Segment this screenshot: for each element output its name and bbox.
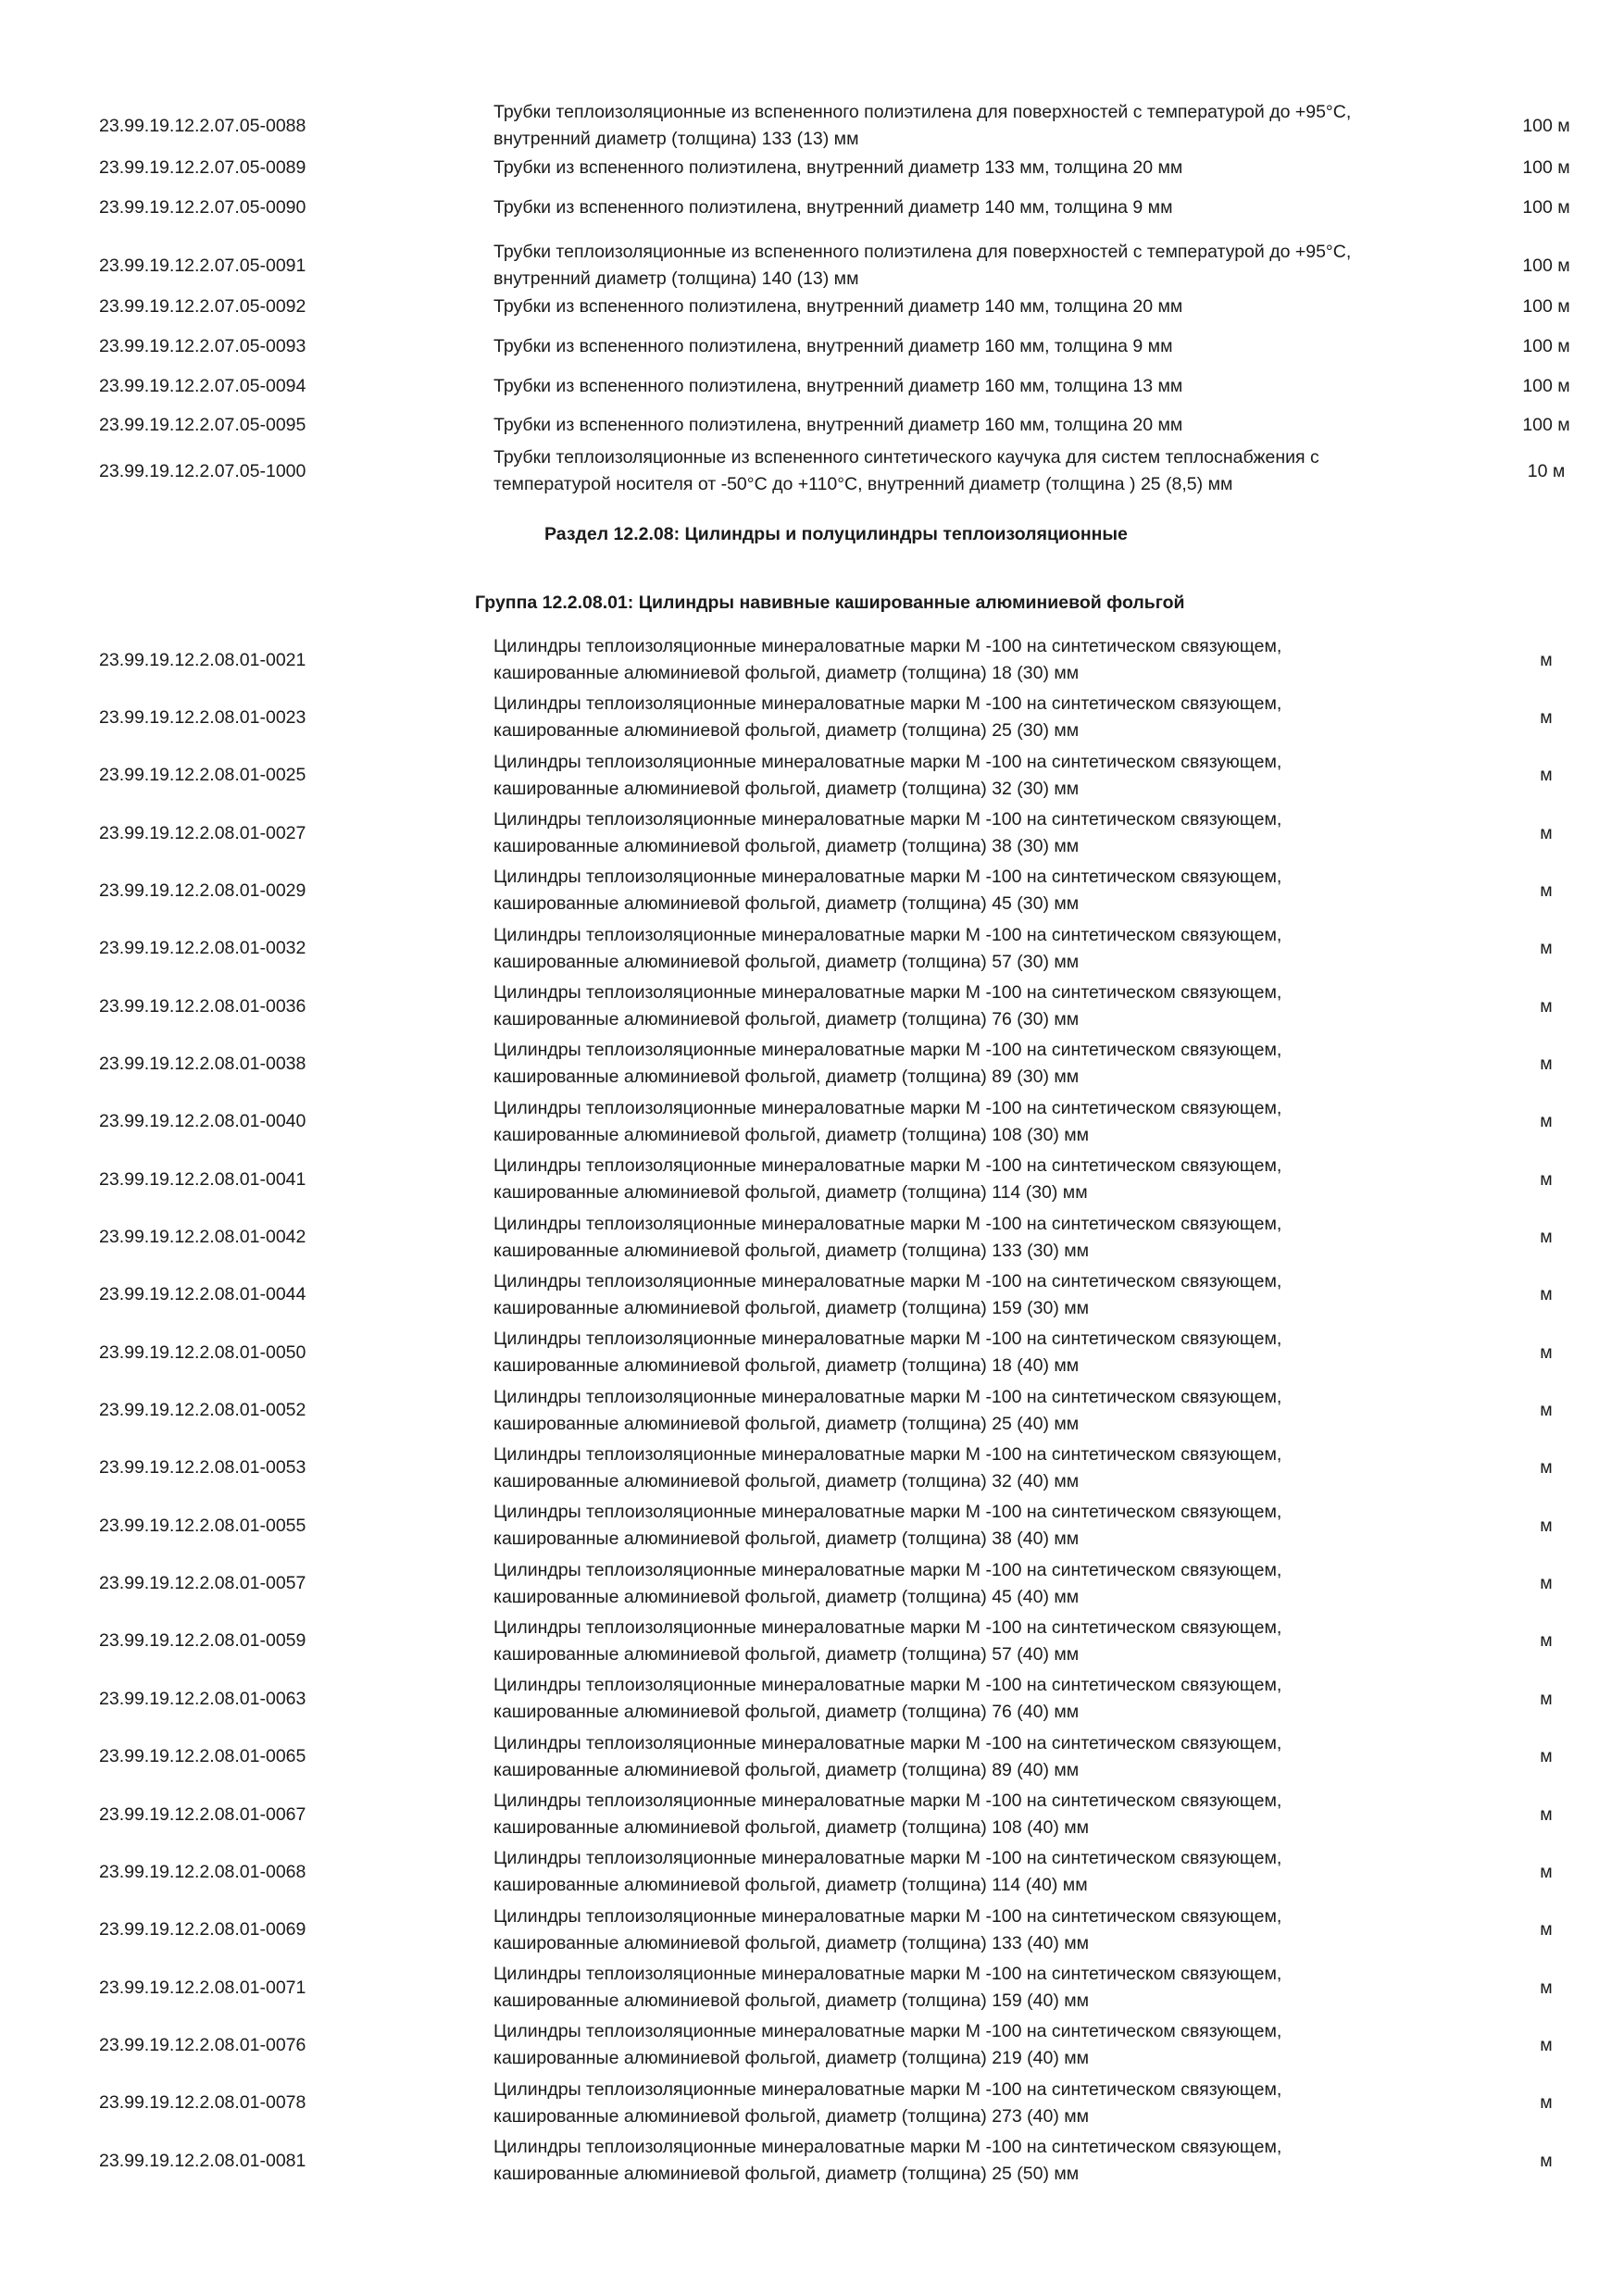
row-description — [493, 1441, 1475, 1495]
row-unit: м — [1540, 706, 1553, 728]
description-line: кашированные алюминиевой фольгой, диаметр (толщина) 159 (30) мм — [493, 1297, 1090, 1318]
description-line: внутренний диаметр (толщина) 133 (13) мм — [493, 129, 859, 149]
row-description — [493, 2134, 1475, 2188]
description-line: кашированные алюминиевой фольгой, диаметр (толщина) 89 (30) мм — [493, 1067, 1080, 1088]
row-description — [493, 2018, 1475, 2072]
row-unit: м — [1540, 1053, 1553, 1074]
description-line: кашированные алюминиевой фольгой, диаметр (толщина) 108 (30) мм — [493, 1124, 1090, 1145]
description-line: Цилиндры теплоизоляционные минераловатные марки М -100 на синтетическом связующем, — [493, 1732, 1282, 1753]
row-unit: 100 м — [1522, 157, 1570, 178]
row-code: 23.99.19.12.2.07.05-0091 — [99, 255, 306, 276]
description-line: Цилиндры теплоизоляционные минераловатные марки М -100 на синтетическом связующем, — [493, 2137, 1282, 2158]
row-description — [493, 864, 1475, 917]
description-line: температурой носителя от -50°С до +110°С, внутренний диаметр (толщина ) 25 (8,5) мм — [493, 474, 1233, 494]
row-unit: м — [1540, 995, 1553, 1017]
row-unit: м — [1540, 2034, 1553, 2055]
description-line: Цилиндры теплоизоляционные минераловатные марки М -100 на синтетическом связующем, — [493, 2021, 1282, 2042]
row-unit: 100 м — [1522, 197, 1570, 218]
row-description — [493, 1615, 1475, 1668]
row-description — [493, 373, 1475, 400]
description-line: Трубки из вспененного полиэтилена, внутренний диаметр 140 мм, толщина 9 мм — [493, 197, 1173, 218]
description-line: Трубки теплоизоляционные из вспененного синтетического каучука для систем теплоснабжения с — [493, 447, 1319, 468]
description-line: Цилиндры теплоизоляционные минераловатные марки М -100 на синтетическом связующем, — [493, 1616, 1282, 1638]
description-line: кашированные алюминиевой фольгой, диаметр (толщина) 25 (40) мм — [493, 1413, 1080, 1434]
row-unit: м — [1540, 1688, 1553, 1709]
row-code: 23.99.19.12.2.08.01-0057 — [99, 1573, 306, 1594]
row-unit: м — [1540, 938, 1553, 959]
row-code: 23.99.19.12.2.07.05-0094 — [99, 376, 306, 396]
row-code: 23.99.19.12.2.08.01-0042 — [99, 1227, 306, 1247]
row-code: 23.99.19.12.2.08.01-0055 — [99, 1515, 306, 1536]
row-unit: м — [1540, 1630, 1553, 1652]
row-code: 23.99.19.12.2.08.01-0036 — [99, 995, 306, 1017]
row-code: 23.99.19.12.2.08.01-0032 — [99, 938, 306, 959]
row-code: 23.99.19.12.2.08.01-0069 — [99, 1919, 306, 1940]
row-unit: 100 м — [1522, 255, 1570, 276]
row-description — [493, 1268, 1475, 1322]
row-unit: м — [1540, 649, 1553, 670]
description-line: кашированные алюминиевой фольгой, диаметр (толщина) 114 (40) мм — [493, 1875, 1088, 1896]
row-description — [493, 749, 1475, 803]
row-code: 23.99.19.12.2.08.01-0021 — [99, 649, 306, 670]
row-code: 23.99.19.12.2.08.01-0071 — [99, 1977, 306, 1998]
row-unit: м — [1540, 1400, 1553, 1421]
row-code: 23.99.19.12.2.08.01-0081 — [99, 2150, 306, 2171]
description-line: Трубки теплоизоляционные из вспененного полиэтилена для поверхностей с температурой до +95°С, — [493, 242, 1352, 262]
row-code: 23.99.19.12.2.07.05-1000 — [99, 460, 306, 481]
description-line: кашированные алюминиевой фольгой, диаметр (толщина) 108 (40) мм — [493, 1817, 1090, 1838]
row-description — [493, 1153, 1475, 1206]
description-line: кашированные алюминиевой фольгой, диаметр (толщина) 45 (40) мм — [493, 1586, 1080, 1607]
description-line: кашированные алюминиевой фольгой, диаметр (толщина) 18 (40) мм — [493, 1355, 1080, 1377]
row-description — [493, 194, 1475, 221]
row-code: 23.99.19.12.2.08.01-0040 — [99, 1111, 306, 1132]
row-description — [493, 1730, 1475, 1784]
row-description — [493, 1788, 1475, 1841]
description-line: Трубки из вспененного полиэтилена, внутренний диаметр 140 мм, толщина 20 мм — [493, 296, 1183, 317]
description-line: Цилиндры теплоизоляционные минераловатные марки М -100 на синтетическом связующем, — [493, 1386, 1282, 1407]
row-code: 23.99.19.12.2.07.05-0088 — [99, 115, 306, 136]
description-line: Цилиндры теплоизоляционные минераловатные марки М -100 на синтетическом связующем, — [493, 867, 1282, 888]
row-description — [493, 412, 1475, 439]
row-code: 23.99.19.12.2.08.01-0027 — [99, 822, 306, 843]
description-line: Цилиндры теплоизоляционные минераловатные марки М -100 на синтетическом связующем, — [493, 1270, 1282, 1292]
row-description — [493, 980, 1475, 1033]
row-description — [493, 1095, 1475, 1149]
description-line: Цилиндры теплоизоляционные минераловатные марки М -100 на синтетическом связующем, — [493, 1097, 1282, 1118]
description-line: кашированные алюминиевой фольгой, диаметр (толщина) 57 (40) мм — [493, 1643, 1080, 1665]
description-line: Цилиндры теплоизоляционные минераловатные марки М -100 на синтетическом связующем, — [493, 636, 1282, 656]
row-description — [493, 1961, 1475, 2015]
row-code: 23.99.19.12.2.08.01-0041 — [99, 1168, 306, 1190]
row-code: 23.99.19.12.2.08.01-0050 — [99, 1341, 306, 1363]
description-line: Цилиндры теплоизоляционные минераловатные марки М -100 на синтетическом связующем, — [493, 1848, 1282, 1869]
description-line: кашированные алюминиевой фольгой, диаметр (толщина) 76 (30) мм — [493, 1009, 1080, 1030]
row-code: 23.99.19.12.2.08.01-0038 — [99, 1053, 306, 1074]
description-line: Трубки из вспененного полиэтилена, внутренний диаметр 160 мм, толщина 20 мм — [493, 415, 1183, 435]
description-line: Цилиндры теплоизоляционные минераловатные марки М -100 на синтетическом связующем, — [493, 1329, 1282, 1350]
row-description — [493, 99, 1475, 153]
row-unit: 10 м — [1527, 460, 1566, 481]
row-code: 23.99.19.12.2.08.01-0052 — [99, 1400, 306, 1421]
row-code: 23.99.19.12.2.07.05-0090 — [99, 197, 306, 218]
description-line: Цилиндры теплоизоляционные минераловатные марки М -100 на синтетическом связующем, — [493, 1905, 1282, 1927]
group-title: Группа 12.2.08.01: Цилиндры навивные кашированные алюминиевой фольгой — [475, 593, 1185, 613]
row-unit: м — [1540, 1573, 1553, 1594]
row-unit: м — [1540, 1457, 1553, 1479]
row-unit: 100 м — [1522, 115, 1570, 136]
description-line: внутренний диаметр (толщина) 140 (13) мм — [493, 268, 859, 289]
description-line: Цилиндры теплоизоляционные минераловатные марки М -100 на синтетическом связующем, — [493, 924, 1282, 945]
row-unit: м — [1540, 880, 1553, 901]
description-line: кашированные алюминиевой фольгой, диаметр (толщина) 45 (30) мм — [493, 893, 1080, 915]
row-unit: м — [1540, 1341, 1553, 1363]
row-unit: м — [1540, 1861, 1553, 1882]
description-line: Цилиндры теплоизоляционные минераловатные марки М -100 на синтетическом связующем, — [493, 1791, 1282, 1811]
description-line: кашированные алюминиевой фольгой, диаметр (толщина) 57 (30) мм — [493, 951, 1080, 972]
description-line: Трубки из вспененного полиэтилена, внутренний диаметр 160 мм, толщина 9 мм — [493, 336, 1173, 356]
description-line: кашированные алюминиевой фольгой, диаметр (толщина) 32 (40) мм — [493, 1470, 1080, 1491]
description-line: кашированные алюминиевой фольгой, диаметр (толщина) 25 (50) мм — [493, 2164, 1080, 2185]
row-unit: м — [1540, 2150, 1553, 2171]
description-line: Цилиндры теплоизоляционные минераловатные марки М -100 на синтетическом связующем, — [493, 1502, 1282, 1523]
description-line: Цилиндры теплоизоляционные минераловатные марки М -100 на синтетическом связующем, — [493, 1213, 1282, 1234]
description-line: Цилиндры теплоизоляционные минераловатные марки М -100 на синтетическом связующем, — [493, 1040, 1282, 1061]
description-line: Трубки из вспененного полиэтилена, внутренний диаметр 133 мм, толщина 20 мм — [493, 157, 1183, 178]
row-code: 23.99.19.12.2.07.05-0093 — [99, 336, 306, 356]
row-unit: 100 м — [1522, 296, 1570, 317]
row-description — [493, 1211, 1475, 1265]
row-description — [493, 1845, 1475, 1899]
row-code: 23.99.19.12.2.08.01-0023 — [99, 706, 306, 728]
description-line: кашированные алюминиевой фольгой, диаметр (толщина) 25 (30) мм — [493, 720, 1080, 742]
row-unit: м — [1540, 1919, 1553, 1940]
description-line: Цилиндры теплоизоляционные минераловатные марки М -100 на синтетическом связующем, — [493, 693, 1282, 715]
row-code: 23.99.19.12.2.08.01-0065 — [99, 1746, 306, 1767]
row-description — [493, 333, 1475, 360]
row-unit: м — [1540, 1803, 1553, 1825]
row-code: 23.99.19.12.2.08.01-0025 — [99, 765, 306, 786]
row-code: 23.99.19.12.2.08.01-0059 — [99, 1630, 306, 1652]
row-code: 23.99.19.12.2.07.05-0095 — [99, 415, 306, 435]
row-unit: м — [1540, 1515, 1553, 1536]
description-line: кашированные алюминиевой фольгой, диаметр (толщина) 38 (40) мм — [493, 1529, 1080, 1550]
row-unit: м — [1540, 1977, 1553, 1998]
row-code: 23.99.19.12.2.08.01-0029 — [99, 880, 306, 901]
row-unit: м — [1540, 1746, 1553, 1767]
description-line: кашированные алюминиевой фольгой, диаметр (толщина) 89 (40) мм — [493, 1759, 1080, 1780]
description-line: кашированные алюминиевой фольгой, диаметр (толщина) 133 (40) мм — [493, 1932, 1090, 1953]
description-line: Цилиндры теплоизоляционные минераловатные марки М -100 на синтетическом связующем, — [493, 982, 1282, 1004]
row-unit: м — [1540, 765, 1553, 786]
description-line: Цилиндры теплоизоляционные минераловатные марки М -100 на синтетическом связующем, — [493, 1443, 1282, 1465]
description-line: кашированные алюминиевой фольгой, диаметр (толщина) 159 (40) мм — [493, 1990, 1090, 2012]
row-description — [493, 1903, 1475, 1957]
row-code: 23.99.19.12.2.08.01-0067 — [99, 1803, 306, 1825]
row-code: 23.99.19.12.2.08.01-0076 — [99, 2034, 306, 2055]
row-description — [493, 806, 1475, 860]
section-title: Раздел 12.2.08: Цилиндры и полуцилиндры теплоизоляционные — [544, 524, 1128, 544]
description-line: Цилиндры теплоизоляционные минераловатные марки М -100 на синтетическом связующем, — [493, 1964, 1282, 1985]
description-line: кашированные алюминиевой фольгой, диаметр (толщина) 32 (30) мм — [493, 778, 1080, 799]
row-unit: м — [1540, 1227, 1553, 1247]
row-unit: м — [1540, 2092, 1553, 2114]
description-line: Цилиндры теплоизоляционные минераловатные марки М -100 на синтетическом связующем, — [493, 2078, 1282, 2100]
row-description — [493, 633, 1475, 687]
description-line: Трубки теплоизоляционные из вспененного полиэтилена для поверхностей с температурой до +95°С, — [493, 102, 1352, 122]
row-code: 23.99.19.12.2.08.01-0078 — [99, 2092, 306, 2114]
row-code: 23.99.19.12.2.08.01-0068 — [99, 1861, 306, 1882]
row-description — [493, 691, 1475, 744]
description-line: Цилиндры теплоизоляционные минераловатные марки М -100 на синтетическом связующем, — [493, 1155, 1282, 1177]
row-code: 23.99.19.12.2.07.05-0092 — [99, 296, 306, 317]
row-description — [493, 1037, 1475, 1091]
row-code: 23.99.19.12.2.07.05-0089 — [99, 157, 306, 178]
description-line: Цилиндры теплоизоляционные минераловатные марки М -100 на синтетическом связующем, — [493, 809, 1282, 830]
row-description — [493, 922, 1475, 976]
description-line: кашированные алюминиевой фольгой, диаметр (толщина) 219 (40) мм — [493, 2048, 1090, 2069]
description-line: Трубки из вспененного полиэтилена, внутренний диаметр 160 мм, толщина 13 мм — [493, 376, 1183, 396]
row-unit: 100 м — [1522, 336, 1570, 356]
row-description — [493, 2077, 1475, 2130]
row-unit: м — [1540, 1284, 1553, 1305]
description-line: Цилиндры теплоизоляционные минераловатные марки М -100 на синтетическом связующем, — [493, 751, 1282, 772]
row-unit: м — [1540, 822, 1553, 843]
description-line: кашированные алюминиевой фольгой, диаметр (толщина) 273 (40) мм — [493, 2105, 1090, 2127]
row-description — [493, 1326, 1475, 1379]
row-description — [493, 293, 1475, 320]
row-description — [493, 1557, 1475, 1611]
row-description — [493, 239, 1475, 293]
row-description — [493, 155, 1475, 181]
row-code: 23.99.19.12.2.08.01-0053 — [99, 1457, 306, 1479]
row-description — [493, 1384, 1475, 1438]
row-unit: 100 м — [1522, 376, 1570, 396]
row-code: 23.99.19.12.2.08.01-0063 — [99, 1688, 306, 1709]
row-description — [493, 1499, 1475, 1553]
description-line: кашированные алюминиевой фольгой, диаметр (толщина) 38 (30) мм — [493, 836, 1080, 857]
row-code: 23.99.19.12.2.08.01-0044 — [99, 1284, 306, 1305]
row-unit: м — [1540, 1111, 1553, 1132]
row-unit: м — [1540, 1168, 1553, 1190]
description-line: Цилиндры теплоизоляционные минераловатные марки М -100 на синтетическом связующем, — [493, 1675, 1282, 1696]
description-line: кашированные алюминиевой фольгой, диаметр (толщина) 76 (40) мм — [493, 1702, 1080, 1723]
row-description — [493, 444, 1475, 498]
description-line: кашированные алюминиевой фольгой, диаметр (толщина) 18 (30) мм — [493, 663, 1080, 683]
description-line: кашированные алюминиевой фольгой, диаметр (толщина) 114 (30) мм — [493, 1182, 1088, 1204]
row-unit: 100 м — [1522, 415, 1570, 435]
row-description — [493, 1672, 1475, 1726]
description-line: кашированные алюминиевой фольгой, диаметр (толщина) 133 (30) мм — [493, 1240, 1090, 1261]
description-line: Цилиндры теплоизоляционные минераловатные марки М -100 на синтетическом связующем, — [493, 1559, 1282, 1580]
